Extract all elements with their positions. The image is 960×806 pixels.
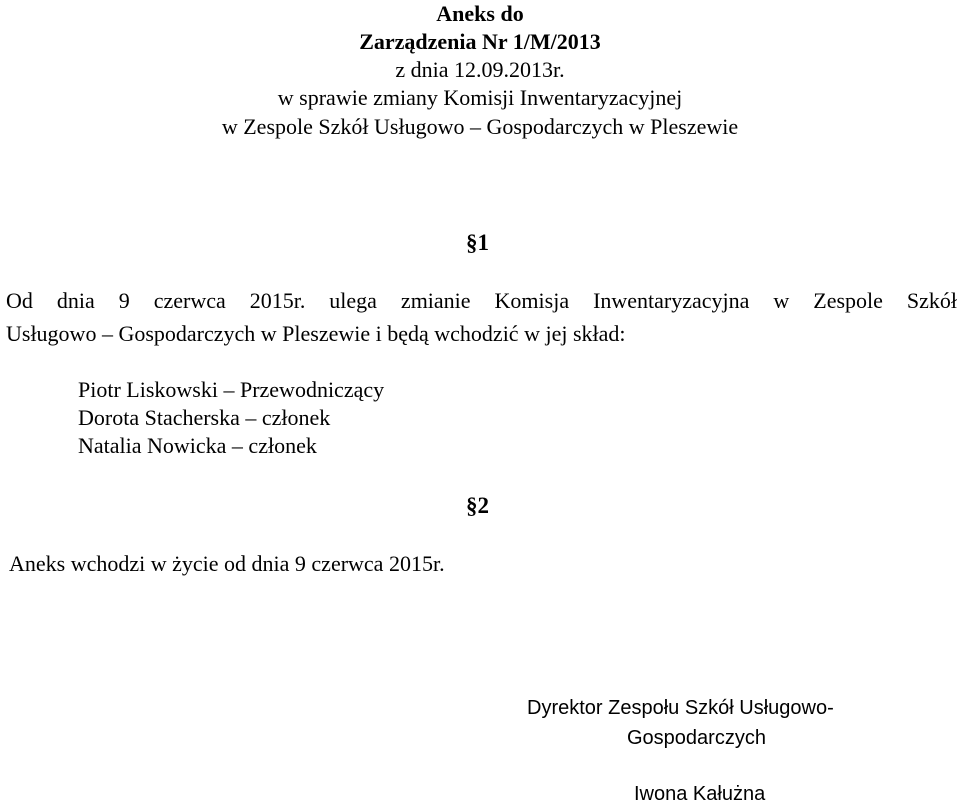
subject-line-2: w Zespole Szkół Usługowo – Gospodarczych w Pleszewie [221, 114, 739, 139]
section-1-paragraph-line-1: Od dnia 9 czerwca 2015r. ulega zmianie Komisja Inwentaryzacyjna w Zespole Szkół [6, 288, 957, 313]
list-item: Dorota Stacherska – członek [78, 405, 331, 430]
section-1-heading: §1 [466, 230, 489, 255]
signature-role-line-2: Gospodarczych [627, 727, 766, 749]
section-2-text: Aneks wchodzi w życie od dnia 9 czerwca 2015r. [9, 551, 445, 576]
date-line: z dnia 12.09.2013r. [395, 57, 565, 82]
title-line-2: Zarządzenia Nr 1/M/2013 [359, 29, 601, 54]
subject-line-1: w sprawie zmiany Komisji Inwentaryzacyjnej [277, 85, 683, 110]
section-1-paragraph-line-2: Usługowo – Gospodarczych w Pleszewie i będą wchodzić w jej skład: [6, 321, 626, 346]
list-item: Natalia Nowicka – członek [78, 433, 317, 458]
signature-role-line-1: Dyrektor Zespołu Szkół Usługowo- [527, 697, 834, 719]
signature-name: Iwona Kałużna [634, 783, 766, 805]
section-2-heading: §2 [466, 493, 489, 518]
list-item: Piotr Liskowski – Przewodniczący [78, 377, 385, 402]
title-line-1: Aneks do [436, 1, 524, 26]
